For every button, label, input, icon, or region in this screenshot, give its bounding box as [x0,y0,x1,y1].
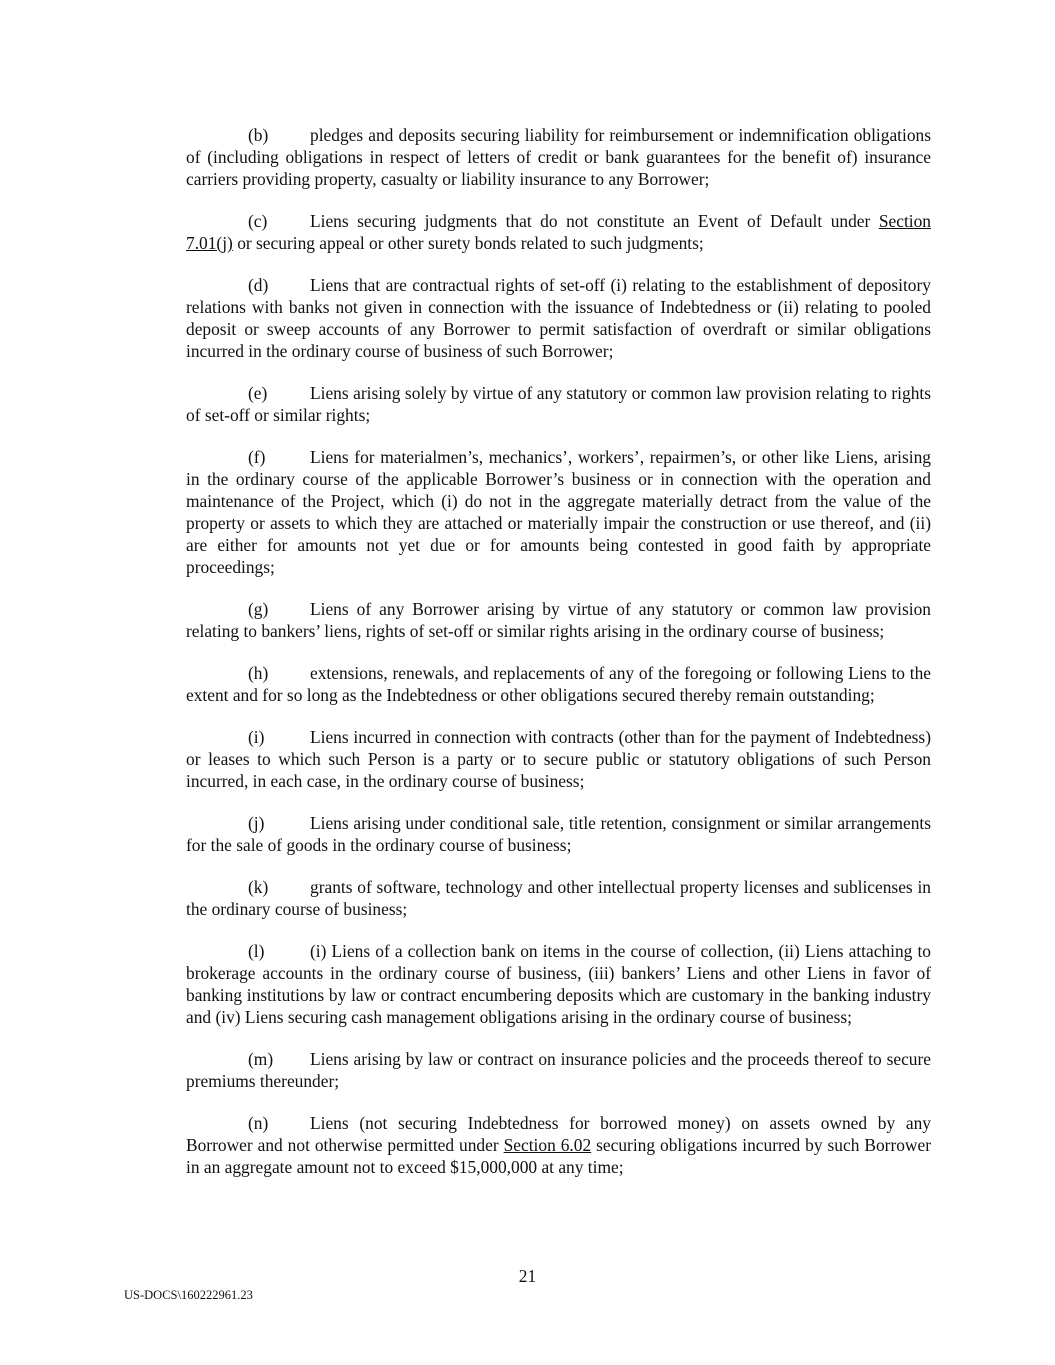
paragraph-label: (j) [248,813,265,833]
paragraph-i [186,726,931,792]
paragraph-label: (f) [248,447,266,467]
paragraph-label: (h) [248,663,269,683]
paragraph-l [186,940,931,1028]
paragraph-text: securing obligations incurred by such Borrower in an aggregate amount not to exceed $15,000,000 at any time; [186,1135,932,1177]
paragraph-text: pledges and deposits securing liability for reimbursement or indemnification obligations of (including obligations in respect of letters of credit or bank guarantees for the benefit of) insurance carriers providing property, casualty or liability insurance to any Borrower; [186,125,931,189]
paragraph-label: (g) [248,599,269,619]
section-6-02-reference: Section 6.02 [503,1135,592,1155]
section-7-01-j-reference: Section 7.01(j) [186,211,931,253]
paragraph-label: (d) [248,275,269,295]
paragraph-text: extensions, renewals, and replacements of any of the foregoing or following Liens to the extent and for so long as the Indebtedness or other obligations secured thereby remain outstanding; [186,663,931,705]
paragraph-text: Liens (not securing Indebtedness for borrowed money) on assets owned by any Borrower and not otherwise permitted under [186,1113,931,1155]
paragraph-text: Liens of any Borrower arising by virtue of any statutory or common law provision relating to bankers’ liens, rights of set-off or similar rights arising in the ordinary course of business; [186,599,931,641]
paragraph-n [186,1112,931,1178]
paragraph-f [186,446,931,578]
paragraph-text: Liens incurred in connection with contracts (other than for the payment of Indebtedness) or leases to which such Person is a party or to secure public or statutory obligations of such Person incurred, in each case, in the ordinary course of business; [186,727,931,791]
paragraph-label: (b) [248,125,269,145]
paragraph-text: grants of software, technology and other intellectual property licenses and sublicenses in the ordinary course of business; [186,877,931,919]
paragraph-k [186,876,931,920]
paragraph-g [186,598,931,642]
paragraph-text: Liens arising solely by virtue of any statutory or common law provision relating to rights of set-off or similar rights; [186,383,931,425]
paragraph-text: Liens arising under conditional sale, title retention, consignment or similar arrangements for the sale of goods in the ordinary course of business; [186,813,931,855]
paragraph-m [186,1048,931,1092]
paragraph-label: (m) [248,1049,274,1069]
paragraph-text: Liens securing judgments that do not constitute an Event of Default under [310,211,879,231]
paragraph-label: (e) [248,383,268,403]
paragraph-d [186,274,931,362]
paragraph-h [186,662,931,706]
paragraph-label: (l) [248,941,265,961]
paragraph-label: (n) [248,1113,269,1133]
document-body [186,124,931,1198]
page-number: 21 [518,1266,537,1286]
paragraph-c [186,210,931,254]
paragraph-label: (c) [248,211,268,231]
paragraph-text: Liens for materialmen’s, mechanics’, workers’, repairmen’s, or other like Liens, arising in the ordinary course of the applicable Borrower’s business or in connection with the operation and maintenance of the Project, which (i) do not in the aggregate materially detract from the value of the property or assets to which they are attached or materially impair the construction or use thereof, and (ii) are either for amounts not yet due or for amounts being contested in good faith by appropriate proceedings; [186,447,931,577]
paragraph-label: (i) [248,727,265,747]
paragraph-text: Liens that are contractual rights of set-off (i) relating to the establishment of depository relations with banks not given in connection with the issuance of Indebtedness or (ii) relating to pooled deposit or sweep accounts of any Borrower to permit satisfaction of overdraft or similar obligations incurred in the ordinary course of business of such Borrower; [186,275,931,361]
paragraph-e [186,382,931,426]
paragraph-label: (k) [248,877,269,897]
paragraph-text: (i) Liens of a collection bank on items in the course of collection, (ii) Liens attaching to brokerage accounts in the ordinary course of business, (iii) bankers’ Liens and other Liens in favor of banking institutions by law or contract encumbering deposits which are customary in the banking industry and (iv) Liens securing cash management obligations arising in the ordinary course of business; [186,941,931,1027]
document-id: US-DOCS\160222961.23 [124,1288,253,1302]
paragraph-text: or securing appeal or other surety bonds related to such judgments; [232,233,704,253]
paragraph-j [186,812,931,856]
paragraph-b [186,124,931,190]
paragraph-text: Liens arising by law or contract on insurance policies and the proceeds thereof to secure premiums thereunder; [186,1049,931,1091]
